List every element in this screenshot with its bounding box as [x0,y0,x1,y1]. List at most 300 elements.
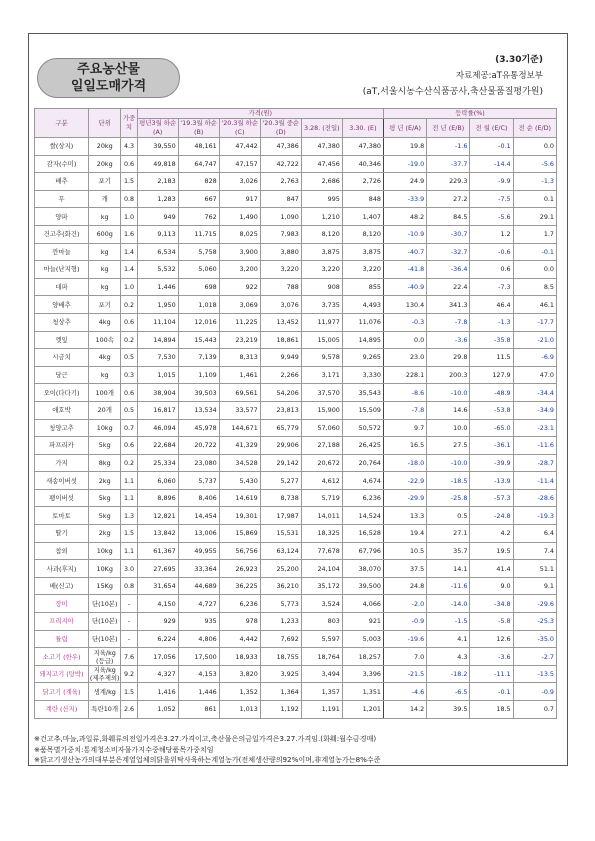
header-rate-col: 전 순 (E/D) [513,119,556,138]
item-name: 청양고추 [35,419,89,437]
rate-cell: -0.6 [470,243,513,261]
price-cell: 25,200 [260,560,301,578]
price-cell: 3,220 [260,261,301,279]
price-cell: 23,219 [219,331,260,349]
price-cell: 17,500 [178,648,219,666]
rate-cell: 47.0 [513,366,556,384]
rate-cell: -0.9 [383,613,426,631]
header-unit: 단위 [89,109,121,138]
price-cell: 49,955 [178,542,219,560]
table-row [35,489,557,507]
rate-cell: -48.9 [470,384,513,402]
weight: 4.3 [121,138,137,156]
price-cell: 15,005 [301,331,342,349]
table-row [35,138,557,156]
rate-cell: -3.6 [470,648,513,666]
price-cell: 33,364 [178,560,219,578]
price-cell: 3,925 [260,665,301,683]
price-cell: 1,192 [260,701,301,719]
price-cell: 4,727 [178,595,219,613]
unit: 600g [89,225,121,243]
rate-cell: -36.1 [470,437,513,455]
table-row [35,542,557,560]
weight: 0.6 [121,437,137,455]
rate-cell: -13.9 [470,472,513,490]
weight: 1.3 [121,507,137,525]
price-cell: 3,171 [301,366,342,384]
rate-cell: -25.3 [513,613,556,631]
rate-cell: 9.1 [513,577,556,595]
price-cell: 1,490 [219,208,260,226]
price-cell: 5,277 [260,472,301,490]
price-cell: 29,142 [260,454,301,472]
rate-cell: -11.6 [513,437,556,455]
rate-cell: -28.7 [513,454,556,472]
header-price-group: 가격(원) [137,109,383,119]
price-cell: 41,329 [219,437,260,455]
weight: 0.2 [121,296,137,314]
unit: 특란10개 [89,701,121,719]
weight: 1.4 [121,243,137,261]
weight: 1.1 [121,542,137,560]
rate-cell: 4.2 [470,525,513,543]
price-cell: 61,367 [137,542,178,560]
rate-cell: 19.8 [383,138,426,156]
rate-cell: -57.3 [470,489,513,507]
rate-cell: 228.1 [383,366,426,384]
header-weight: 가중치 [121,109,137,138]
footnote-2: ※품목별가중치:통계청소비자물가지수중해당품목가중치임 [34,744,214,754]
price-cell: 11,104 [137,313,178,331]
price-cell: 6,236 [342,489,383,507]
price-cell: 7,139 [178,349,219,367]
price-cell: 2,763 [260,173,301,191]
price-cell: 15,869 [219,525,260,543]
table-row [35,648,557,666]
footnote-3: ※닭고기생산농가의대부분은계열업체의닭을위탁사육하는계열농가(전체생산량의92%이며,非계열농가는8%수준 [34,755,381,764]
unit: 지육/kg (제주제외) [89,666,120,683]
table-row [35,331,557,349]
price-cell: 2,686 [301,173,342,191]
rate-cell: 18.5 [470,701,513,719]
unit: 포기 [89,296,121,314]
table-row [35,701,557,719]
title-badge [37,58,180,98]
price-cell: 9,265 [342,349,383,367]
price-cell: 16,528 [342,525,383,543]
rate-cell: 14.6 [427,401,470,419]
weight: 1.6 [121,225,137,243]
rate-cell: -10.0 [427,454,470,472]
price-cell: 922 [219,278,260,296]
rate-cell: 41.4 [470,560,513,578]
weight: 1.5 [121,173,137,191]
price-cell: 47,380 [342,138,383,156]
price-cell: 40,346 [342,155,383,173]
rate-cell: -1.3 [513,173,556,191]
price-cell: 8,738 [260,489,301,507]
price-cell: 1,109 [178,366,219,384]
price-cell: 25,334 [137,454,178,472]
header-price-col: 평년3월 하순(A) [137,119,178,138]
rate-cell: 10.5 [383,542,426,560]
price-cell: 39,503 [178,384,219,402]
rate-cell: 24.9 [383,173,426,191]
unit: 8kg [89,454,121,472]
price-cell: 69,561 [219,384,260,402]
rate-cell: -11.4 [513,472,556,490]
price-cell: 3,820 [219,665,260,683]
weight: 1.0 [121,278,137,296]
item-name: 딸기 [35,525,89,543]
item-name: 무 [35,190,89,208]
unit: 15Kg [89,577,121,595]
table-row [35,190,557,208]
price-cell: 7,692 [260,630,301,648]
table-row [35,630,557,648]
table-row [35,472,557,490]
price-cell: 14,524 [342,507,383,525]
item-name: 닭고기 (계육) [35,683,89,701]
price-cell: 27,188 [301,437,342,455]
price-cell: 3,076 [260,296,301,314]
price-table [34,108,557,719]
price-cell: 8,120 [342,225,383,243]
rate-cell: -0.3 [383,313,426,331]
rate-cell: 46.4 [470,296,513,314]
price-cell: 8,120 [301,225,342,243]
price-cell: 4,066 [342,595,383,613]
rate-cell: -0.1 [470,683,513,701]
rate-cell: -40.9 [383,278,426,296]
item-name: 토마토 [35,507,89,525]
price-cell: 11,977 [301,313,342,331]
unit: 포기 [89,173,121,191]
price-cell: 26,923 [219,560,260,578]
price-cell: 1,210 [301,208,342,226]
unit: kg [89,366,121,384]
table-row [35,595,557,613]
weight: 1.1 [121,489,137,507]
weight: 0.3 [121,366,137,384]
unit: 2kg [89,472,121,490]
price-cell: 3,494 [301,665,342,683]
price-cell: 762 [178,208,219,226]
unit: 10kg [89,419,121,437]
rate-cell: 11.5 [470,349,513,367]
price-cell: 6,060 [137,472,178,490]
rate-cell: 46.1 [513,296,556,314]
item-name: 청상추 [35,313,89,331]
weight: 3.0 [121,560,137,578]
price-cell: 5,758 [178,243,219,261]
price-cell: 1,191 [301,701,342,719]
price-cell: 803 [301,613,342,631]
rate-cell: -6.9 [513,349,556,367]
rate-cell: 0.7 [513,701,556,719]
table-row [35,384,557,402]
rate-cell: 29.1 [513,208,556,226]
rate-cell: -18.5 [427,472,470,490]
price-cell: 1,201 [342,701,383,719]
rate-cell: -7.8 [383,401,426,419]
unit: 개 [89,190,121,208]
rate-cell: -2.7 [513,648,556,666]
price-cell: 47,442 [219,138,260,156]
item-name: 계란 (산지) [35,701,89,719]
table-row [35,155,557,173]
rate-cell: -33.9 [383,190,426,208]
rate-cell: -7.8 [427,313,470,331]
price-cell: 44,689 [178,577,219,595]
rate-cell: 127.9 [470,366,513,384]
price-cell: 917 [219,190,260,208]
rate-cell: -2.0 [383,595,426,613]
rate-cell: -29.9 [383,489,426,507]
unit: 4kg [89,349,121,367]
item-name: 오이(다다기) [35,384,89,402]
price-cell: 42,722 [260,155,301,173]
item-name: 마늘(난지형) [35,261,89,279]
price-cell: 3,524 [301,595,342,613]
source-organizations: (aT,서울시농수산식품공사,축산물품질평가원) [362,87,543,97]
rate-cell: 48.2 [383,208,426,226]
rate-cell: 37.5 [383,560,426,578]
price-cell: 9,113 [137,225,178,243]
price-cell: 6,534 [137,243,178,261]
weight: 0.8 [121,190,137,208]
price-cell: 788 [260,278,301,296]
price-cell: 23,813 [260,401,301,419]
price-cell: 7,983 [260,225,301,243]
price-cell: 1,283 [137,190,178,208]
rate-cell: 1.7 [513,225,556,243]
rate-cell: -18.0 [383,454,426,472]
header-item: 구분 [35,109,89,138]
header-price-col: 3.28. (전일) [301,119,342,138]
weight: 0.6 [121,155,137,173]
price-cell: 17,056 [137,648,178,666]
price-cell: 12,016 [178,313,219,331]
item-name: 팽이버섯 [35,489,89,507]
item-name: 사과(후지) [35,560,89,578]
price-cell: 861 [178,701,219,719]
rate-cell: -3.6 [427,331,470,349]
item-name: 가지 [35,454,89,472]
rate-cell: 130.4 [383,296,426,314]
price-cell: 3,875 [342,243,383,261]
unit: 5kg [89,489,121,507]
item-name: 깐마늘 [35,243,89,261]
price-cell: 20,764 [342,454,383,472]
rate-cell: -21.0 [513,331,556,349]
reference-date: (3.30기준) [495,55,543,65]
price-cell: 1,950 [137,296,178,314]
price-cell: 35,172 [301,577,342,595]
price-cell: 38,070 [342,560,383,578]
rate-cell: 27.5 [427,437,470,455]
price-cell: 5,430 [219,472,260,490]
price-cell: 24,104 [301,560,342,578]
rate-cell: 0.6 [470,261,513,279]
price-cell: 57,060 [301,419,342,437]
title-line-2: 일일도매가격 [70,79,147,94]
rate-cell: -53.8 [470,401,513,419]
price-cell: 20,672 [301,454,342,472]
header-rate-group: 등락률(%) [383,109,556,119]
item-name: 튤립 [35,630,89,648]
weight: 0.6 [121,313,137,331]
rate-cell: -8.6 [383,384,426,402]
table-row [35,173,557,191]
rate-cell: 27.2 [427,190,470,208]
price-cell: 4,442 [219,630,260,648]
rate-cell: 0.0 [383,331,426,349]
table-row [35,349,557,367]
rate-cell: -10.0 [427,384,470,402]
price-cell: 56,756 [219,542,260,560]
unit: 100개 [89,384,121,402]
price-cell: 33,577 [219,401,260,419]
unit: 20kg [89,155,121,173]
rate-cell: 200.3 [427,366,470,384]
table-row [35,613,557,631]
rate-cell: 16.5 [383,437,426,455]
unit: kg [89,261,121,279]
price-cell: 36,225 [219,577,260,595]
unit: kg [89,278,121,296]
weight: - [121,630,137,648]
rate-cell: -0.1 [513,243,556,261]
price-cell: 47,456 [301,155,342,173]
rate-cell: 14.2 [383,701,426,719]
price-cell: 65,779 [260,419,301,437]
price-cell: 3,880 [260,243,301,261]
rate-cell: 23.0 [383,349,426,367]
price-cell: 3,200 [219,261,260,279]
unit: kg [89,243,121,261]
rate-cell: -10.9 [383,225,426,243]
item-name: 배추 [35,173,89,191]
price-cell: 9,949 [260,349,301,367]
unit: kg [89,208,121,226]
source-credit: 자료제공:aT유통정보부 [455,71,543,81]
item-name: 참외 [35,542,89,560]
price-cell: 1,416 [137,683,178,701]
header-rate-col: 전 년 (E/B) [427,119,470,138]
price-cell: 1,013 [219,701,260,719]
price-cell: 2,266 [260,366,301,384]
rate-cell: -6.5 [427,683,470,701]
table-row [35,366,557,384]
price-cell: 5,597 [301,630,342,648]
price-cell: 3,875 [301,243,342,261]
unit: 단(10본) [89,630,121,648]
price-cell: 5,060 [178,261,219,279]
weight: 2.6 [121,701,137,719]
price-cell: 1,446 [137,278,178,296]
price-cell: 36,210 [260,577,301,595]
header-rate-col: 전 월 (E/C) [470,119,513,138]
header-price-col: '19.3월 하순(B) [178,119,219,138]
weight: 1.5 [121,683,137,701]
table-row [35,208,557,226]
rate-cell: 0.0 [513,138,556,156]
price-cell: 4,153 [178,665,219,683]
weight: 0.7 [121,419,137,437]
price-cell: 8,313 [219,349,260,367]
price-cell: 4,674 [342,472,383,490]
header-price-col: 3.30. (E) [342,119,383,138]
header-price-col: '20.3월 중순(D) [260,119,301,138]
rate-cell: -28.6 [513,489,556,507]
rate-cell: -36.4 [427,261,470,279]
rate-cell: 24.8 [383,577,426,595]
rate-cell: 35.7 [427,542,470,560]
price-cell: 5,532 [137,261,178,279]
weight: 1.4 [121,261,137,279]
weight: - [121,613,137,631]
price-cell: 1,015 [137,366,178,384]
unit: 20개 [89,401,121,419]
rate-cell: 9.0 [470,577,513,595]
price-cell: 2,726 [342,173,383,191]
rate-cell: 22.4 [427,278,470,296]
weight: 9.2 [121,665,137,683]
item-name: 배(신고) [35,577,89,595]
price-cell: 908 [301,278,342,296]
rate-cell: 6.4 [513,525,556,543]
price-cell: 3,220 [301,261,342,279]
weight: 0.2 [121,331,137,349]
price-cell: 16,817 [137,401,178,419]
price-cell: 4,150 [137,595,178,613]
price-cell: 855 [342,278,383,296]
price-cell: 54,206 [260,384,301,402]
price-cell: 848 [342,190,383,208]
rate-cell: -11.6 [427,577,470,595]
table-row [35,296,557,314]
rate-cell: -9.9 [470,173,513,191]
weight: 0.8 [121,577,137,595]
price-cell: 935 [178,613,219,631]
price-cell: 144,671 [219,419,260,437]
price-cell: 4,493 [342,296,383,314]
price-cell: 921 [342,613,383,631]
rate-cell: -14.4 [470,155,513,173]
price-cell: 5,737 [178,472,219,490]
price-cell: 698 [178,278,219,296]
rate-cell: 14.1 [427,560,470,578]
rate-cell: -5.8 [470,613,513,631]
rate-cell: -18.2 [427,665,470,683]
rate-cell: -5.6 [470,208,513,226]
price-cell: 38,904 [137,384,178,402]
rate-cell: -7.5 [470,190,513,208]
price-cell: 1,351 [342,683,383,701]
price-cell: 15,443 [178,331,219,349]
unit: 2kg [89,525,121,543]
rate-cell: -19.6 [383,630,426,648]
price-cell: 1,090 [260,208,301,226]
price-cell: 1,233 [260,613,301,631]
rate-cell: 19.4 [383,525,426,543]
table-row [35,243,557,261]
footnotes [34,734,381,766]
price-cell: 1,052 [137,701,178,719]
price-cell: 1,357 [301,683,342,701]
rate-cell: -19.3 [513,507,556,525]
